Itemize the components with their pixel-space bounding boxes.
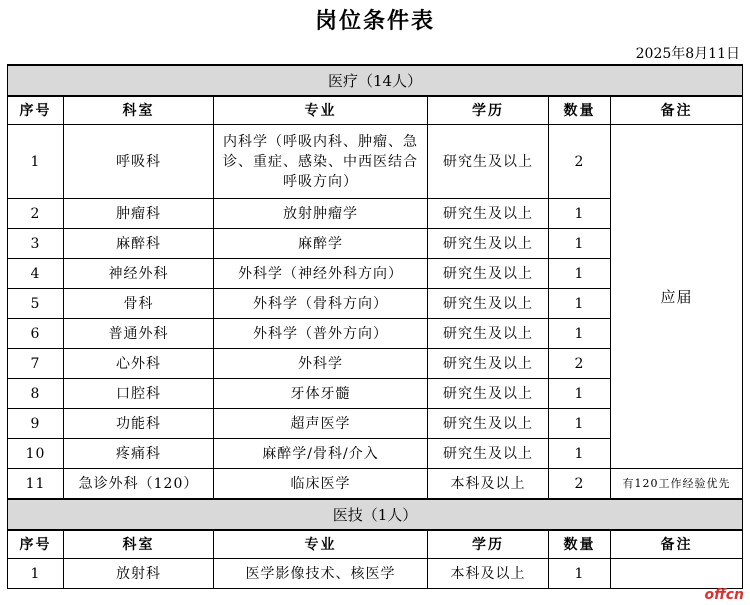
col-header-dept: 科室	[64, 530, 214, 559]
cell-seq: 7	[8, 349, 64, 379]
cell-dept: 普通外科	[64, 319, 214, 349]
section-title: 医疗（14人）	[8, 65, 743, 96]
cell-edu: 研究生及以上	[428, 229, 549, 259]
col-header-seq: 序号	[8, 96, 64, 125]
col-header-seq: 序号	[8, 530, 64, 559]
cell-major: 超声医学	[214, 409, 428, 439]
cell-dept: 放射科	[64, 559, 214, 589]
cell-major: 外科学	[214, 349, 428, 379]
cell-seq: 11	[8, 469, 64, 500]
watermark-logo: offcn	[704, 587, 744, 603]
cell-seq: 5	[8, 289, 64, 319]
cell-count: 1	[549, 559, 611, 589]
position-requirements-table	[7, 64, 743, 589]
cell-major: 外科学（神经外科方向）	[214, 259, 428, 289]
cell-edu: 研究生及以上	[428, 349, 549, 379]
cell-major: 临床医学	[214, 469, 428, 500]
cell-seq: 9	[8, 409, 64, 439]
cell-dept: 功能科	[64, 409, 214, 439]
cell-count: 1	[549, 229, 611, 259]
cell-count: 1	[549, 409, 611, 439]
cell-edu: 研究生及以上	[428, 319, 549, 349]
cell-count: 2	[549, 469, 611, 500]
cell-seq: 1	[8, 125, 64, 199]
cell-major: 麻醉学	[214, 229, 428, 259]
cell-count: 1	[549, 319, 611, 349]
cell-note: 有120工作经验优先	[611, 469, 743, 500]
cell-edu: 研究生及以上	[428, 409, 549, 439]
cell-edu: 研究生及以上	[428, 379, 549, 409]
cell-major: 外科学（普外方向）	[214, 319, 428, 349]
cell-seq: 3	[8, 229, 64, 259]
cell-seq: 2	[8, 199, 64, 229]
cell-count: 1	[549, 379, 611, 409]
cell-major: 内科学（呼吸内科、肿瘤、急诊、重症、感染、中西医结合呼吸方向）	[214, 125, 428, 199]
col-header-note: 备注	[611, 530, 743, 559]
cell-dept: 口腔科	[64, 379, 214, 409]
col-header-count: 数量	[549, 96, 611, 125]
col-header-dept: 科室	[64, 96, 214, 125]
cell-count: 1	[549, 199, 611, 229]
cell-dept: 肿瘤科	[64, 199, 214, 229]
cell-major: 牙体牙髓	[214, 379, 428, 409]
cell-major: 麻醉学/骨科/介入	[214, 439, 428, 469]
cell-dept: 疼痛科	[64, 439, 214, 469]
cell-seq: 6	[8, 319, 64, 349]
cell-seq: 8	[8, 379, 64, 409]
cell-seq: 1	[8, 559, 64, 589]
cell-count: 1	[549, 289, 611, 319]
cell-major: 放射肿瘤学	[214, 199, 428, 229]
cell-note-merged: 应届	[611, 125, 743, 469]
cell-edu: 研究生及以上	[428, 439, 549, 469]
cell-edu: 本科及以上	[428, 559, 549, 589]
cell-dept: 呼吸科	[64, 125, 214, 199]
cell-dept: 急诊外科（120）	[64, 469, 214, 500]
cell-count: 2	[549, 125, 611, 199]
cell-edu: 研究生及以上	[428, 199, 549, 229]
section-header-tech	[8, 499, 743, 530]
cell-count: 1	[549, 259, 611, 289]
document-date: 2025年8月11日	[635, 46, 740, 62]
col-header-edu: 学历	[428, 530, 549, 559]
cell-count: 1	[549, 439, 611, 469]
cell-count: 2	[549, 349, 611, 379]
cell-note	[611, 559, 743, 589]
cell-edu: 研究生及以上	[428, 259, 549, 289]
table-row	[8, 125, 743, 199]
col-header-major: 专业	[214, 96, 428, 125]
cell-dept: 心外科	[64, 349, 214, 379]
table-row	[8, 559, 743, 589]
table-row	[8, 469, 743, 500]
col-header-count: 数量	[549, 530, 611, 559]
col-header-major: 专业	[214, 530, 428, 559]
section-header-medical	[8, 65, 743, 96]
cell-seq: 4	[8, 259, 64, 289]
section-title: 医技（1人）	[8, 499, 743, 530]
col-header-edu: 学历	[428, 96, 549, 125]
cell-dept: 神经外科	[64, 259, 214, 289]
cell-seq: 10	[8, 439, 64, 469]
page-title: 岗位条件表	[314, 9, 435, 34]
cell-major: 外科学（骨科方向）	[214, 289, 428, 319]
column-header-row	[8, 530, 743, 559]
cell-dept: 麻醉科	[64, 229, 214, 259]
col-header-note: 备注	[611, 96, 743, 125]
cell-dept: 骨科	[64, 289, 214, 319]
cell-edu: 研究生及以上	[428, 125, 549, 199]
column-header-row	[8, 96, 743, 125]
cell-edu: 研究生及以上	[428, 289, 549, 319]
cell-edu: 本科及以上	[428, 469, 549, 500]
cell-major: 医学影像技术、核医学	[214, 559, 428, 589]
